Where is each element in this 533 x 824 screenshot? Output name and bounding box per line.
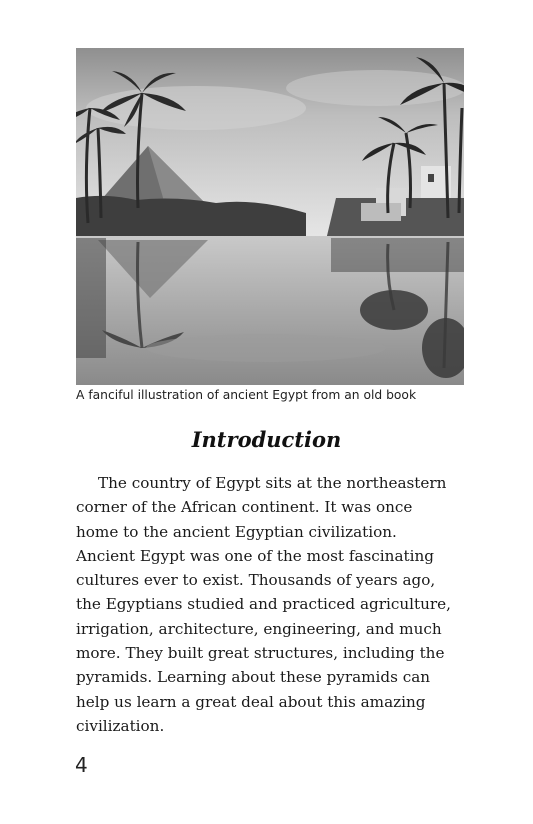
section-heading: Introduction [191,427,342,452]
paragraph-line: help us learn a great deal about this amazing [76,692,426,711]
paragraph-line: pyramids. Learning about these pyramids can [76,668,431,687]
paragraph-line: more. They built great structures, including the [76,644,445,663]
page-number: 4 [75,753,88,777]
egypt-illustration [76,48,464,385]
paragraph-line: home to the ancient Egyptian civilization. [76,522,397,541]
paragraph-line: corner of the African continent. It was once [76,498,413,517]
body-paragraph [76,471,476,738]
paragraph-line: the Egyptians studied and practiced agriculture, [76,595,451,614]
paragraph-line: Ancient Egypt was one of the most fascinating [76,546,434,565]
paragraph-line: irrigation, architecture, engineering, and much [76,619,442,638]
paragraph-line: civilization. [76,716,165,735]
paragraph-line: The country of Egypt sits at the northeastern [98,474,447,492]
figure-caption: A fanciful illustration of ancient Egypt from an old book [76,388,417,402]
paragraph-line: cultures ever to exist. Thousands of years ago, [76,571,436,590]
